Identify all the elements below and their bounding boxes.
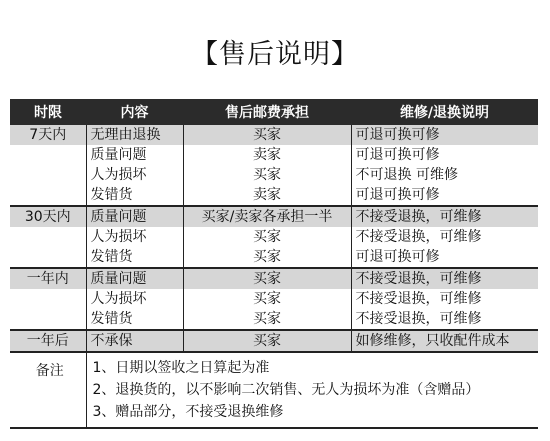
table-row [10, 165, 538, 185]
note-line: 3、赠品部分，不接受退换维修 [92, 404, 284, 420]
cost-cell: 买家 [183, 330, 351, 352]
period-cell [10, 227, 86, 247]
period-cell [10, 185, 86, 206]
content-cell: 质量问题 [86, 268, 183, 289]
notes-label: 备注 [10, 352, 86, 428]
table-row [10, 289, 538, 309]
period-cell: 一年内 [10, 268, 86, 289]
service-cell: 可退可换可修 [351, 145, 538, 165]
service-cell: 不接受退换，可维修 [351, 227, 538, 247]
table-row [10, 125, 538, 145]
note-line: 1、日期以签收之日算起为准 [92, 360, 270, 376]
service-cell: 可退可换可修 [351, 125, 538, 145]
content-cell: 不承保 [86, 330, 183, 352]
content-cell: 质量问题 [86, 206, 183, 227]
table-row [10, 330, 538, 352]
cost-cell: 买家/卖家各承担一半 [183, 206, 351, 227]
content-cell: 发错货 [86, 309, 183, 330]
period-cell [10, 145, 86, 165]
header-content: 内容 [86, 99, 183, 125]
period-cell [10, 165, 86, 185]
notes-body [86, 352, 538, 428]
content-cell: 无理由退换 [86, 125, 183, 145]
cost-cell: 买家 [183, 309, 351, 330]
content-cell: 人为损坏 [86, 165, 183, 185]
cost-cell: 买家 [183, 268, 351, 289]
period-cell: 30天内 [10, 206, 86, 227]
content-cell: 发错货 [86, 247, 183, 268]
period-cell [10, 289, 86, 309]
table-header-row [10, 99, 538, 125]
period-cell [10, 309, 86, 330]
cost-cell: 买家 [183, 125, 351, 145]
service-cell: 不接受退换，可维修 [351, 289, 538, 309]
cost-cell: 买家 [183, 165, 351, 185]
service-cell: 不可退换 可维修 [351, 165, 538, 185]
service-cell: 不接受退换，可维修 [351, 206, 538, 227]
service-cell: 可退可换可修 [351, 247, 538, 268]
note-line: 2、退换货的，以不影响二次销售、无人为损坏为准（含赠品） [92, 382, 480, 398]
service-cell: 可退可换可修 [351, 185, 538, 206]
cost-cell: 买家 [183, 227, 351, 247]
cost-cell: 卖家 [183, 185, 351, 206]
period-cell: 7天内 [10, 125, 86, 145]
notes-row [10, 352, 538, 428]
after-sales-table [10, 99, 538, 429]
service-cell: 不接受退换，可维修 [351, 309, 538, 330]
header-shipping-cost: 售后邮费承担 [183, 99, 351, 125]
cost-cell: 卖家 [183, 145, 351, 165]
table-row [10, 247, 538, 268]
cost-cell: 买家 [183, 289, 351, 309]
table-row [10, 206, 538, 227]
table-row [10, 145, 538, 165]
table-row [10, 309, 538, 330]
header-service: 维修/退换说明 [351, 99, 538, 125]
period-cell: 一年后 [10, 330, 86, 352]
content-cell: 人为损坏 [86, 227, 183, 247]
header-period: 时限 [10, 99, 86, 125]
content-cell: 人为损坏 [86, 289, 183, 309]
table-row [10, 268, 538, 289]
service-cell: 不接受退换，可维修 [351, 268, 538, 289]
table-row [10, 185, 538, 206]
page-title: 【售后说明】 [191, 39, 359, 70]
table-row [10, 227, 538, 247]
content-cell: 发错货 [86, 185, 183, 206]
content-cell: 质量问题 [86, 145, 183, 165]
period-cell [10, 247, 86, 268]
service-cell: 如修维修，只收配件成本 [351, 330, 538, 352]
cost-cell: 买家 [183, 247, 351, 268]
